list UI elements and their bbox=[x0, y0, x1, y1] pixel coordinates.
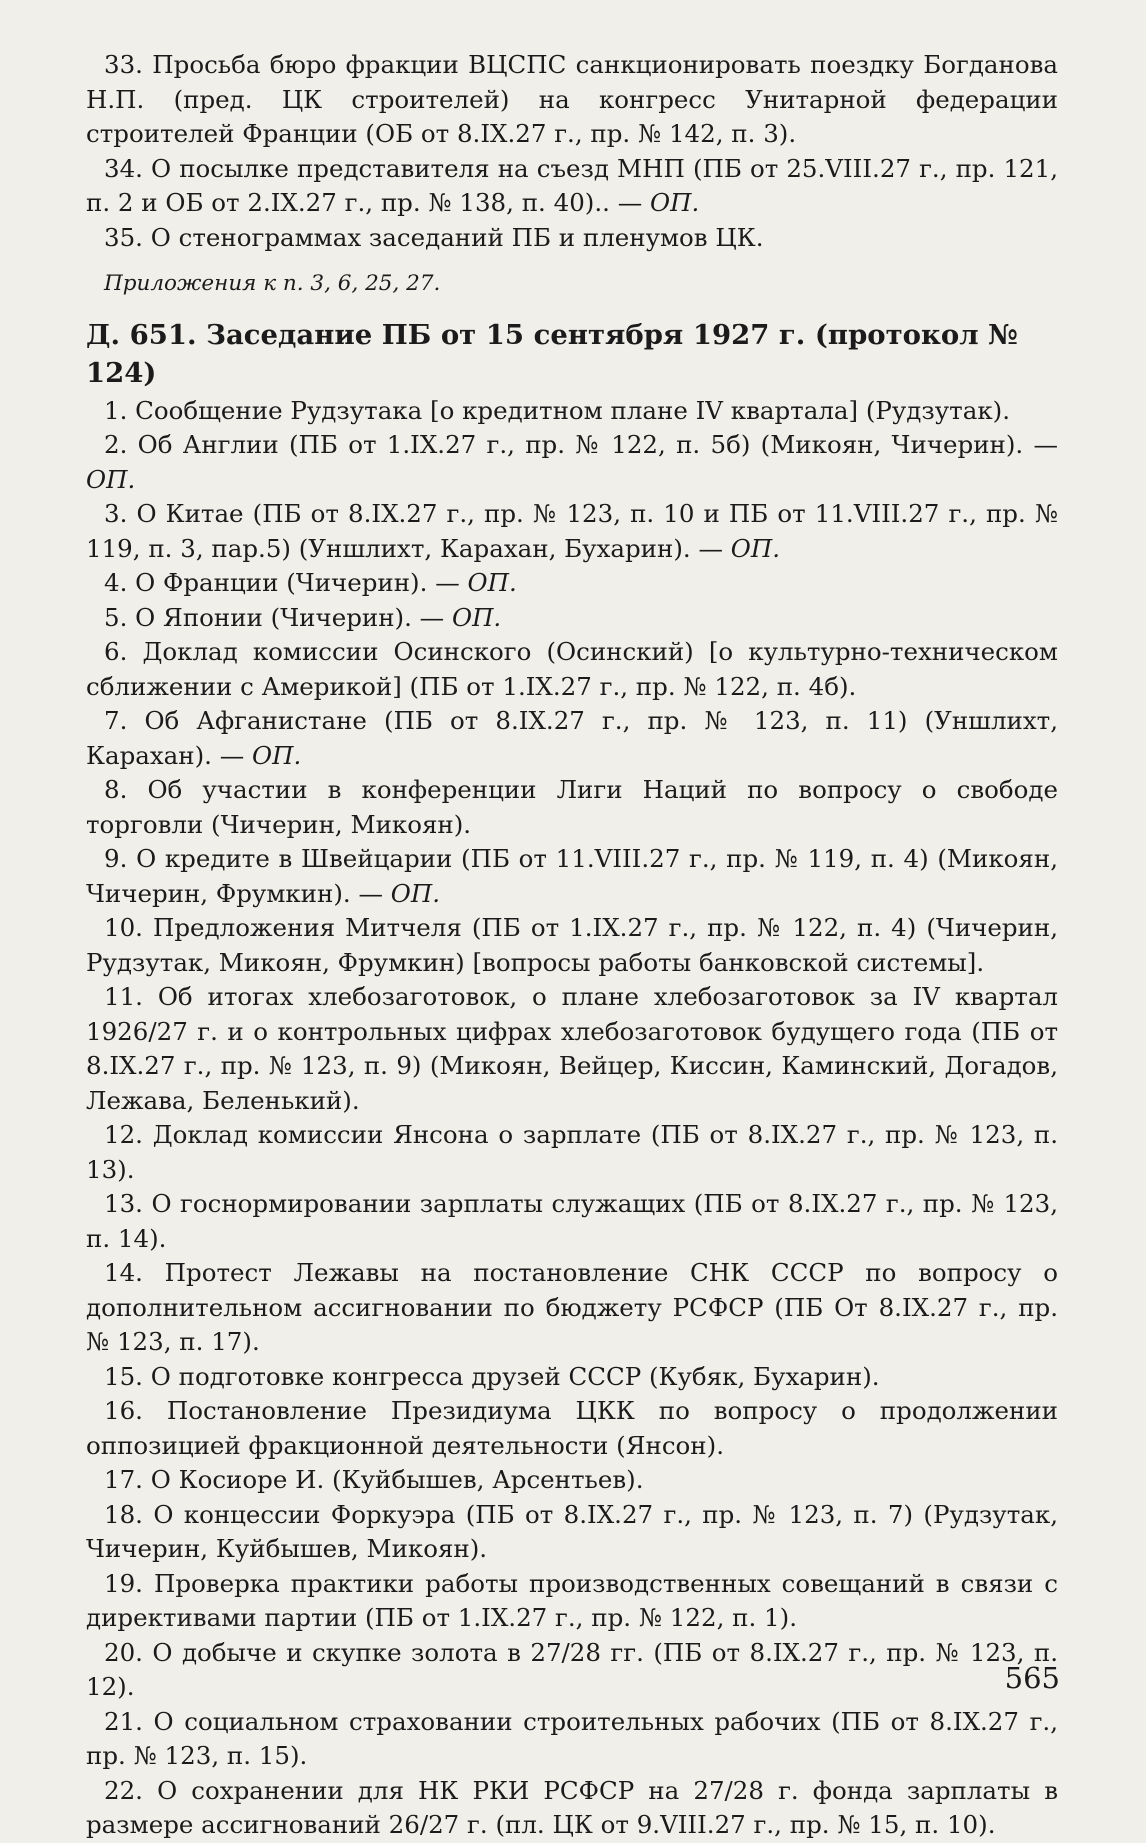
list-item-11: 11. Об итогах хлебозаготовок, о плане хлебозаготовок за IV квартал 1926/27 г. и о контрольных цифрах хлебозаготовок будущего года (ПБ от 8.IX.27 г., пр. № 123, п. 9) (Микоян, Вейцер, Киссин, Каминский, Догадов, Лежава, Беленький). bbox=[86, 982, 1058, 1115]
op-mark: ОП. bbox=[390, 878, 441, 908]
list-item-text: 7. Об Афганистане (ПБ от 8.IX.27 г., пр. № 123, п. 11) (Уншлихт, Карахан). — bbox=[86, 706, 1058, 770]
list-item-text: 4. О Франции (Чичерин). — bbox=[104, 568, 460, 597]
op-mark: ОП. bbox=[730, 533, 781, 563]
list-item-6: 6. Доклад комиссии Осинского (Осинский) [о культурно-техническом сближении с Америкой] (ПБ от 1.IX.27 г., пр. № 122, п. 4б). bbox=[86, 637, 1058, 701]
list-item-4 bbox=[86, 566, 1058, 601]
list-item-18: 18. О концессии Форкуэра (ПБ от 8.IX.27 г., пр. № 123, п. 7) (Рудзутак, Чичерин, Куйбышев, Микоян). bbox=[86, 1499, 1058, 1563]
list-item-5 bbox=[86, 601, 1058, 636]
list-item-text: 2. Об Англии (ПБ от 1.IX.27 г., пр. № 122, п. 5б) (Микоян, Чичерин). — bbox=[104, 430, 1058, 459]
list-item-text: 9. О кредите в Швейцарии (ПБ от 11.VIII.27 г., пр. № 119, п. 4) (Микоян, Чичерин, Фрумкин). — bbox=[86, 844, 1058, 908]
appendix-note: Приложения к п. 3, 6, 25, 27. bbox=[104, 271, 441, 296]
list-item-20: 20. О добыче и скупке золота в 27/28 гг. (ПБ от 8.IX.27 г., пр. № 123, п. 12). bbox=[86, 1637, 1058, 1701]
list-item-3 bbox=[86, 497, 1058, 566]
page-number: 565 bbox=[1004, 1661, 1060, 1695]
list-item-7 bbox=[86, 704, 1058, 773]
op-mark: ОП. bbox=[650, 188, 700, 217]
section-heading: Д. 651. Заседание ПБ от 15 сентября 1927 г. (протокол № 124) bbox=[86, 318, 1019, 389]
list-item-9 bbox=[86, 842, 1058, 911]
list-item-12: 12. Доклад комиссии Янсона о зарплате (ПБ от 8.IX.27 г., пр. № 123, п. 13). bbox=[86, 1120, 1058, 1184]
op-mark: ОП. bbox=[252, 740, 302, 770]
list-item-33: 33. Просьба бюро фракции ВЦСПС санкционировать поездку Богданова Н.П. (пред. ЦК строителей) на конгресс Унитарной федерации строителей Франции (ОБ от 8.IX.27 г., пр. № 142, п. 3). bbox=[86, 50, 1058, 148]
list-item-14: 14. Протест Лежавы на постановление СНК СССР по вопросу о дополнительном ассигновании по бюджету РСФСР (ПБ От 8.IX.27 г., пр. № 123, п. 17). bbox=[86, 1258, 1058, 1356]
list-item-text: 3. О Китае (ПБ от 8.IX.27 г., пр. № 123, п. 10 и ПБ от 11.VIII.27 г., пр. № 119, п. 3, пар.5) (Уншлихт, Карахан, Бухарин). — bbox=[86, 499, 1058, 563]
list-item-21: 21. О социальном страховании строительных рабочих (ПБ от 8.IX.27 г., пр. № 123, п. 15). bbox=[86, 1706, 1058, 1770]
list-item-2 bbox=[86, 428, 1058, 497]
op-mark: ОП. bbox=[86, 464, 136, 494]
text-column bbox=[86, 48, 1058, 1843]
list-item-text: 34. О посылке представителя на съезд МНП (ПБ от 25.VIII.27 г., пр. 121, п. 2 и ОБ от 2.IX.27 г., пр. № 138, п. 40).. — bbox=[86, 153, 1058, 217]
list-item-8: 8. Об участии в конференции Лиги Наций по вопросу о свободе торговли (Чичерин, Микоян). bbox=[86, 775, 1058, 839]
list-item-16: 16. Постановление Президиума ЦКК по вопросу о продолжении оппозицией фракционной деятельности (Янсон). bbox=[86, 1396, 1058, 1460]
list-item-34 bbox=[86, 152, 1058, 221]
list-item-15: 15. О подготовке конгресса друзей СССР (Кубяк, Бухарин). bbox=[104, 1361, 880, 1391]
list-item-text: 5. О Японии (Чичерин). — bbox=[104, 602, 445, 632]
list-item-1: 1. Сообщение Рудзутака [о кредитном плане IV квартала] (Рудзутак). bbox=[104, 395, 1010, 425]
list-item-17: 17. О Косиоре И. (Куйбышев, Арсентьев). bbox=[104, 1465, 644, 1494]
list-item-22: 22. О сохранении для НК РКИ РСФСР на 27/28 г. фонда зарплаты в размере ассигнований 26/27 г. (пл. ЦК от 9.VIII.27 г., пр. № 15, п. 10). bbox=[86, 1775, 1058, 1839]
list-item-19: 19. Проверка практики работы производственных совещаний в связи с директивами партии (ПБ от 1.IX.27 г., пр. № 122, п. 1). bbox=[86, 1568, 1058, 1632]
op-mark: ОП. bbox=[467, 568, 517, 597]
op-mark: ОП. bbox=[451, 602, 502, 632]
list-item-13: 13. О госнормировании зарплаты служащих (ПБ от 8.IX.27 г., пр. № 123, п. 14). bbox=[86, 1189, 1058, 1253]
list-item-35: 35. О стенограммах заседаний ПБ и пленумов ЦК. bbox=[104, 222, 764, 252]
list-item-10: 10. Предложения Митчеля (ПБ от 1.IX.27 г., пр. № 122, п. 4) (Чичерин, Рудзутак, Микоян, Фрумкин) [вопросы работы банковской системы]. bbox=[86, 913, 1058, 977]
